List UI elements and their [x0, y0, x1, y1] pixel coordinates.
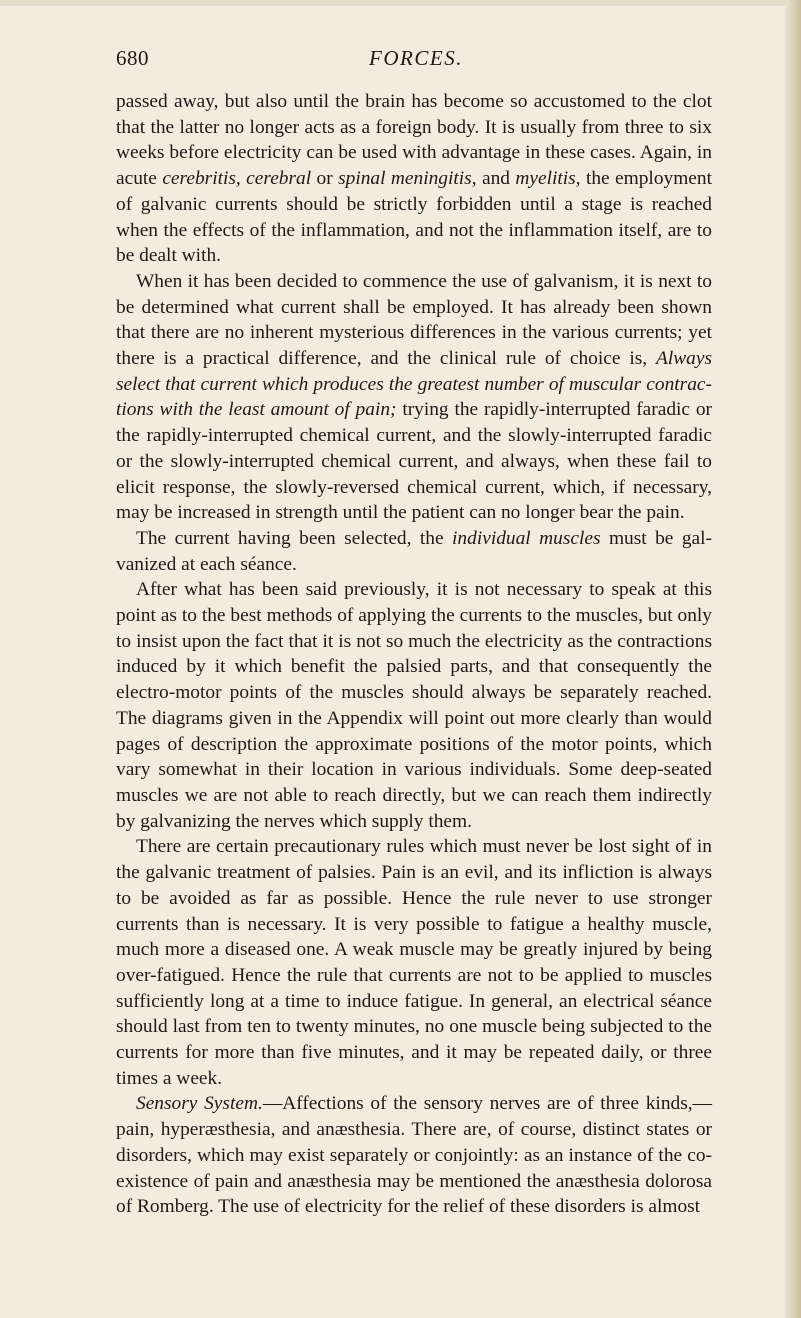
paragraph-text: or	[311, 168, 339, 190]
running-head	[116, 46, 716, 74]
italic-term: cerebritis, cerebral	[162, 168, 312, 190]
section-heading-sensory-system: Sensory System.	[136, 1093, 263, 1115]
paragraph-text: the employment of galvanic currents should be strictly forbidden until a stage is reached when the effects of the inflammation, and not the inflammation itself, are to be dealt with.	[116, 168, 712, 267]
paragraph-text: —Affections of the sensory nerves are of three kinds,—pain, hyperæsthesia, and anæsthesia. There are, of course, distinct states or disorders, which may exist separately or conjointly: as an instance of the co-existence of pain and anæsthesia may be mentioned the anæsthesia dolorosa of Romberg. The use of electricity for the relief of these disorders is almost	[116, 1093, 712, 1218]
paragraph-text: When it has been decided to commence the use of galvanism, it is next to be determined what current shall be employed. It has already been shown that there are no inherent mysterious differences in the various currents; yet there is a practical difference, and the clinical rule of choice is,	[116, 270, 712, 370]
paragraph-text: must be galvanized at each séance.	[116, 527, 713, 575]
italic-term: myelitis,	[515, 168, 581, 190]
page-top-edge	[0, 0, 801, 6]
paragraph-clot-and-inflammation	[116, 89, 712, 269]
page-binding-edge	[785, 0, 801, 1318]
page-number: 680	[116, 46, 149, 70]
paragraph-precautionary-rules: There are certain precautionary rules which must never be lost sight of in the galvanic treatment of palsies. Pain is an evil, and its infliction is always to be avoided as far as possible. Hence the rule never to use stronger currents than is necessary. It is very possible to fatigue a healthy muscle, much more a diseased one. A weak muscle may be greatly injured by being over-fatigued. Hence the rule that currents are not to be applied to muscles sufficiently long at a time to induce fatigue. In general, an electrical séance should last from ten to twenty minutes, no one muscle being subjected to the currents for more than five minutes, and it may be repeated daily, or three times a week.	[116, 836, 712, 1089]
paragraph-text: trying the rapidly-interrupted faradic or the rapidly-interrupted chemical current, and the slowly-interrupted faradic or the slowly-interrupted chemical current, and always, when these fail to elicit response, the slowly-reversed chemical current, which, if necessary, may be increased in strength until the patient can no longer bear the pain.	[116, 399, 712, 524]
paragraph-text: passed away, but also until the brain has become so accustomed to the clot that the latter no longer acts as a foreign body. It is usually from three to six weeks before electricity can be used with advantage in these cases. Again, in acute	[116, 91, 712, 190]
paragraph-text: and	[476, 168, 516, 190]
paragraph-choice-of-current	[116, 269, 712, 526]
italic-term: individual muscles	[452, 527, 601, 549]
running-title: FORCES.	[369, 46, 463, 70]
paragraph-text: The current having been selected, the	[136, 527, 453, 549]
paragraph-sensory-system	[116, 1091, 712, 1220]
italic-rule: Always select that current which produces the greatest number of muscular contractions with the least amount of pain;	[116, 348, 712, 421]
paragraph-motor-points: After what has been said previously, it is not necessary to speak at this point as to the best methods of applying the currents to the muscles, but only to insist upon the fact that it is not so much the electricity as the contractions induced by it which benefit the palsied parts, and that consequently the electro-motor points of the muscles should always be separately reached. The diagrams given in the Appendix will point out more clearly than would pages of description the approximate positions of the motor points, which vary somewhat in their location in various individuals. Some deep-seated muscles we are not able to reach directly, but we can reach them indirectly by galvanizing the nerves which supply them.	[116, 579, 712, 832]
italic-term: spinal meningitis,	[338, 168, 477, 190]
body-text	[116, 89, 712, 1220]
paragraph-individual-muscles	[116, 526, 712, 577]
